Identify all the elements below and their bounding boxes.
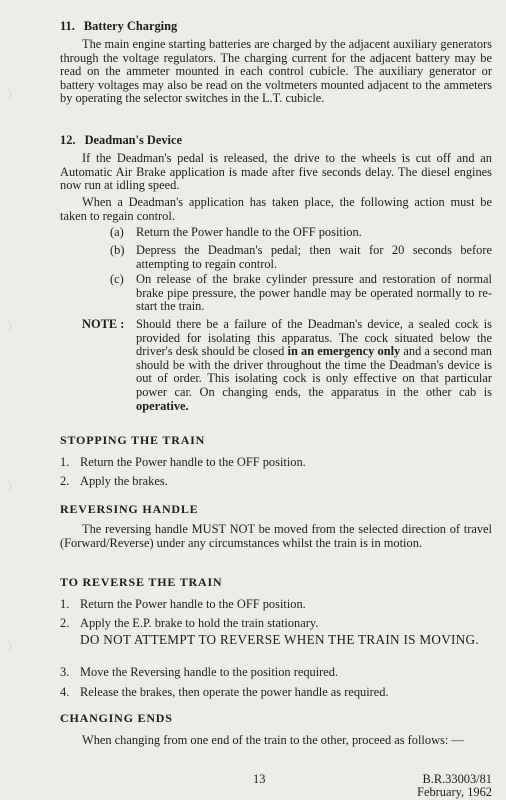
section-title: Deadman's Device <box>84 133 182 147</box>
list-marker: 3. <box>60 665 70 679</box>
list-marker: (c) <box>110 272 124 286</box>
reversing-handle-heading: REVERSING HANDLE <box>60 502 199 516</box>
reverse-warning: DO NOT ATTEMPT TO REVERSE WHEN THE TRAIN IS MOVING. <box>80 632 479 647</box>
reverse-step-4: Release the brakes, then operate the power handle as required. <box>80 685 389 699</box>
note-emphasis-operative: operative. <box>136 398 189 413</box>
list-item-c: On release of the brake cylinder pressure and restoration of normal brake pipe pressure, the power handle may be operated normally to re-start the train. <box>136 272 492 314</box>
reverse-step-2: Apply the E.P. brake to hold the train stationary. <box>80 616 319 630</box>
note-text-start: Should there be a failure of the Deadman's device, a sealed cock is provided for isolating this apparatus. The cock situated below the driver's desk should be closed <box>136 317 492 359</box>
stopping-step-2: Apply the brakes. <box>80 474 168 488</box>
punch-hole <box>0 320 11 334</box>
section-title: Battery Charging <box>83 19 178 33</box>
document-date: February, 1962 <box>417 785 492 799</box>
list-marker: 2. <box>60 616 70 630</box>
note-emphasis-emergency: in an emergency only <box>287 344 401 359</box>
note-text-middle: and a second man should be with the driver throughout the time the Deadman's device is out of order. This isolating cock is only effective on that particular power car. On changing ends, the apparatus in the other cab is <box>136 344 492 399</box>
to-reverse-heading: TO REVERSE THE TRAIN <box>60 575 223 589</box>
section-number: 11. <box>60 19 75 33</box>
note-label: NOTE : <box>82 317 125 331</box>
reverse-step-3: Move the Reversing handle to the position required. <box>80 665 339 679</box>
section-12-paragraph-2: When a Deadman's application has taken place, the following action must be taken to regain control. <box>60 195 492 223</box>
punch-hole <box>0 480 11 494</box>
reverse-step-1: Return the Power handle to the OFF position. <box>80 597 306 611</box>
list-item-b: Depress the Deadman's pedal; then wait for 20 seconds before attempting to regain control. <box>136 243 492 271</box>
stopping-step-1: Return the Power handle to the OFF position. <box>80 455 306 469</box>
list-marker: 1. <box>60 597 70 611</box>
page-number: 13 <box>253 772 266 786</box>
reversing-handle-body: The reversing handle MUST NOT be moved from the selected direction of travel (Forward/Reverse) under any circumstances whilst the train is in motion. <box>60 522 492 550</box>
section-11-heading <box>60 20 177 34</box>
document-reference: B.R.33003/81 <box>422 772 492 786</box>
list-marker: 2. <box>60 474 70 488</box>
list-marker: (b) <box>110 243 125 257</box>
section-11-body: The main engine starting batteries are charged by the adjacent auxiliary generators through the voltage regulators. The charging current for the adjacent battery may be read on the ammeter mounted in each control cubicle. The auxiliary generator or battery voltages may also be read on the voltmeters mounted adjacent to the ammeters by operating the selector switches in the L.T. cubicle. <box>60 37 492 106</box>
changing-ends-heading: CHANGING ENDS <box>60 711 173 725</box>
note-text <box>136 318 492 413</box>
section-number: 12. <box>60 133 76 147</box>
punch-hole <box>0 88 11 102</box>
list-item-a: Return the Power handle to the OFF position. <box>136 225 362 239</box>
list-marker: 4. <box>60 685 70 699</box>
stopping-heading: STOPPING THE TRAIN <box>60 433 206 447</box>
section-12-paragraph-1: If the Deadman's pedal is released, the drive to the wheels is cut off and an Automatic Air Brake application is made after five seconds delay. The diesel engines now run at idling speed. <box>60 151 492 193</box>
list-marker: 1. <box>60 455 70 469</box>
punch-hole <box>0 640 11 654</box>
section-12-heading <box>60 134 182 148</box>
list-marker: (a) <box>110 225 124 239</box>
changing-ends-body: When changing from one end of the train to the other, proceed as follows: — <box>82 733 464 747</box>
